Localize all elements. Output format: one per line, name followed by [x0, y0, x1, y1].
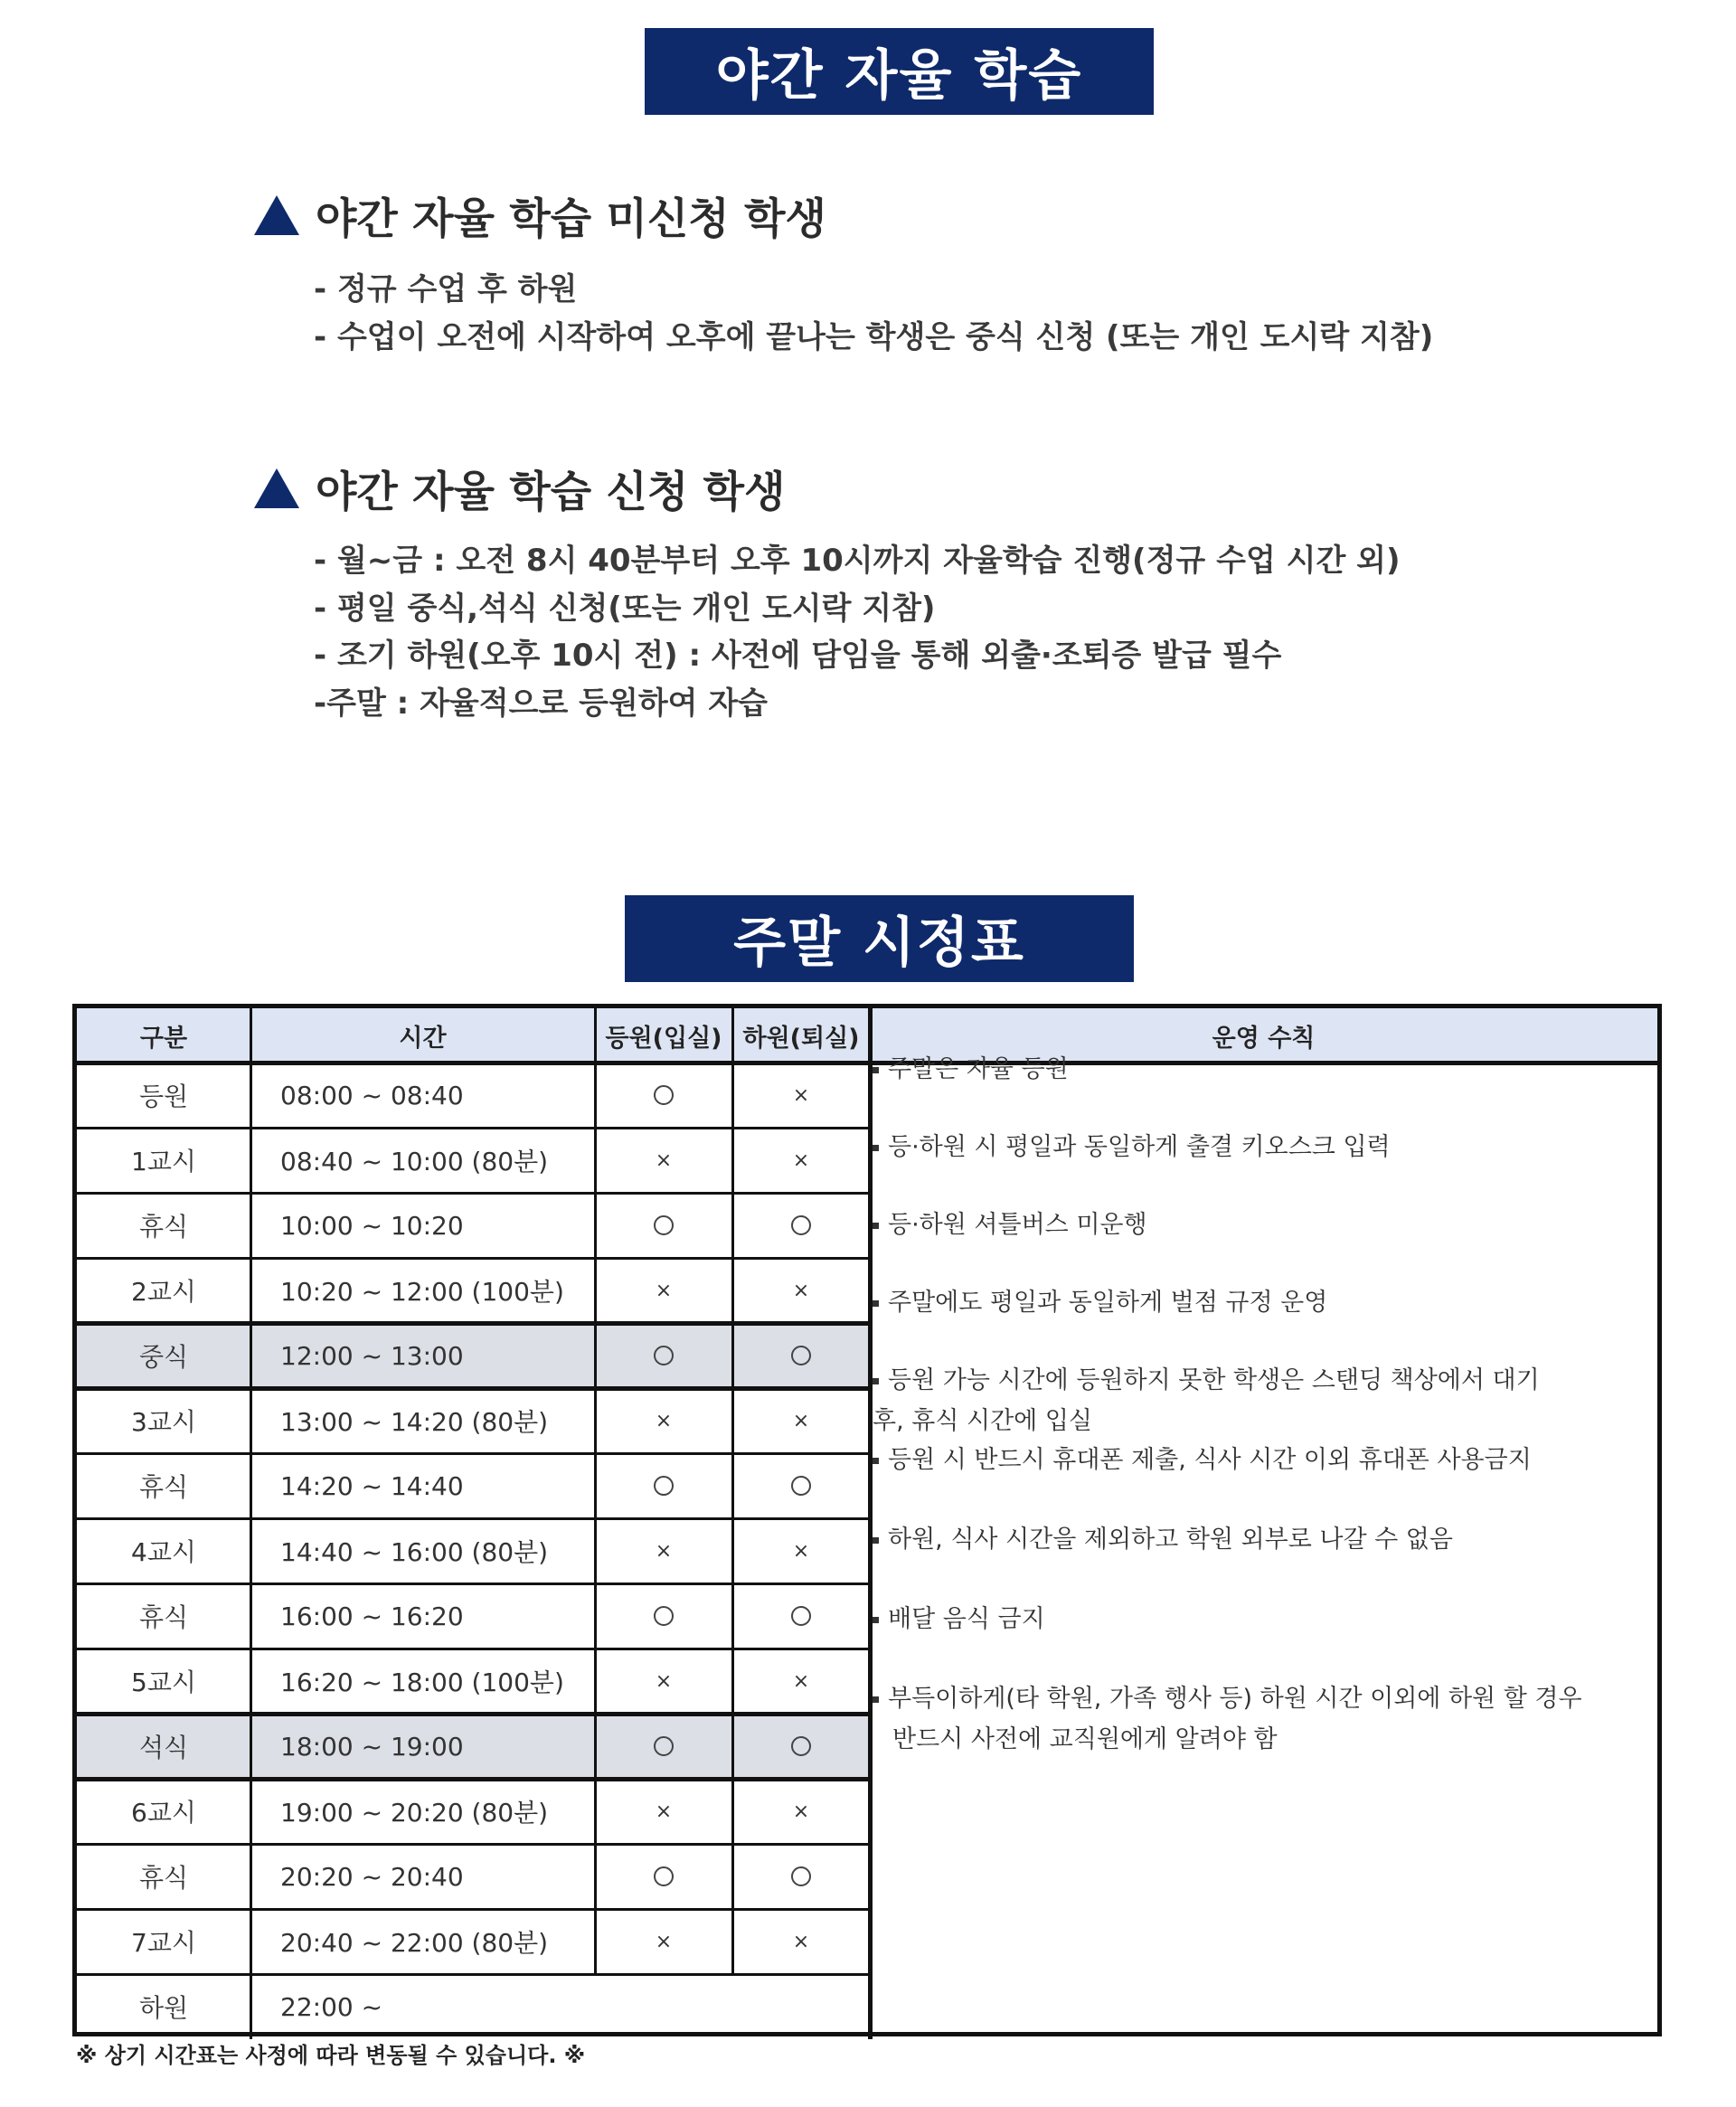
grid-line — [77, 1777, 870, 1781]
rule-item — [873, 1719, 1278, 1760]
rule-item — [873, 1599, 1045, 1639]
entry-mark — [595, 1649, 732, 1714]
rule-item — [873, 1678, 1582, 1719]
row-time: 22:00 ~ — [280, 1991, 383, 2022]
entry-mark — [595, 1583, 732, 1649]
exit-mark — [732, 1518, 870, 1583]
exit-mark — [732, 1583, 870, 1649]
circle-icon — [791, 1346, 811, 1365]
cross-icon: × — [792, 1930, 810, 1953]
rule-text: 부득이하게(타 학원, 가족 행사 등) 하원 시간 이외에 하원 할 경우 — [888, 1685, 1582, 1713]
row-time: 18:00 ~ 19:00 — [250, 1714, 595, 1779]
entry-mark — [595, 1388, 732, 1453]
row-label: 3교시 — [131, 1407, 196, 1437]
exit-mark — [732, 1779, 870, 1844]
row-label: 1교시 — [131, 1147, 196, 1176]
footnote: ※ 상기 시간표는 사정에 따라 변동될 수 있습니다. ※ — [76, 2043, 586, 2068]
cross-icon: × — [792, 1539, 810, 1563]
list-item: - 월~금 : 오전 8시 40분부터 오후 10시까지 자율학습 진행(정규 수업 시간 외) — [314, 543, 1401, 579]
row-label: 하원 — [138, 1993, 189, 2023]
grid-line — [77, 1973, 870, 1976]
section-not-applied-lines — [314, 266, 1433, 361]
row-time: 08:40 ~ 10:00 (80분) — [280, 1147, 549, 1176]
night-study-banner-text: 야간 자율 학습 — [715, 44, 1083, 108]
entry-mark — [595, 1844, 732, 1909]
square-bullet-icon — [873, 1145, 879, 1151]
row-label: 4교시 — [131, 1537, 196, 1567]
rule-item — [873, 1205, 1147, 1245]
header-rules: 운영 수칙 — [870, 1008, 1657, 1063]
cross-icon: × — [655, 1279, 673, 1302]
weekend-schedule-banner — [625, 895, 1134, 982]
section-applied-title-text: 야간 자율 학습 신청 학생 — [316, 467, 786, 517]
rule-item — [873, 1049, 1069, 1090]
row-label: 2교시 — [131, 1277, 196, 1307]
rule-text: 주말은 자율 등원 — [888, 1055, 1069, 1083]
circle-icon — [791, 1736, 811, 1756]
square-bullet-icon — [873, 1223, 879, 1229]
circle-icon — [791, 1866, 811, 1886]
entry-mark — [595, 1063, 732, 1128]
circle-icon — [654, 1346, 674, 1365]
grid-line — [77, 1648, 870, 1650]
grid-line — [77, 1908, 870, 1911]
rule-text: 주말에도 평일과 동일하게 벌점 규정 운영 — [888, 1289, 1328, 1317]
exit-mark — [732, 1323, 870, 1388]
row-time: 08:00 ~ 08:40 — [280, 1080, 464, 1110]
cross-icon: × — [655, 1409, 673, 1432]
section-applied-title — [254, 459, 785, 517]
cross-icon: × — [655, 1800, 673, 1823]
grid-line — [77, 1061, 1657, 1065]
rule-text: 하원, 식사 시간을 제외하고 학원 외부로 나갈 수 없음 — [888, 1526, 1453, 1554]
square-bullet-icon — [873, 1617, 879, 1623]
entry-mark — [595, 1779, 732, 1844]
exit-mark — [732, 1128, 870, 1193]
row-time: 20:20 ~ 20:40 — [280, 1861, 464, 1892]
header-category: 구분 — [77, 1008, 250, 1063]
rule-item — [873, 1440, 1532, 1480]
cross-icon: × — [792, 1409, 810, 1432]
square-bullet-icon — [873, 1067, 879, 1073]
rule-text: 등·하원 시 평일과 동일하게 출결 키오스크 입력 — [888, 1133, 1391, 1161]
section-not-applied-title — [254, 186, 826, 244]
row-label: 석식 — [77, 1714, 250, 1779]
cross-icon: × — [792, 1669, 810, 1693]
square-bullet-icon — [873, 1696, 879, 1703]
grid-line — [250, 1008, 252, 2039]
entry-mark — [595, 1714, 732, 1779]
grid-line — [77, 1321, 870, 1326]
row-label: 등원 — [138, 1082, 189, 1111]
exit-mark — [732, 1714, 870, 1779]
cross-icon: × — [792, 1800, 810, 1823]
row-label: 휴식 — [138, 1863, 189, 1893]
cross-icon: × — [655, 1148, 673, 1172]
grid-line — [77, 1257, 870, 1260]
exit-mark — [732, 1974, 870, 2039]
rule-item — [873, 1360, 1540, 1401]
exit-mark — [732, 1649, 870, 1714]
row-time: 14:40 ~ 16:00 (80분) — [280, 1537, 549, 1567]
row-time: 20:40 ~ 22:00 (80분) — [280, 1928, 549, 1958]
entry-mark — [595, 1128, 732, 1193]
row-label: 5교시 — [131, 1668, 196, 1697]
list-item: - 정규 수업 후 하원 — [314, 271, 578, 307]
weekend-schedule-banner-text: 주말 시정표 — [733, 912, 1025, 975]
exit-mark — [732, 1453, 870, 1518]
header-entry: 등원(입실) — [595, 1008, 732, 1063]
rule-text: 후, 휴식 시간에 입실 — [873, 1407, 1092, 1435]
entry-mark — [595, 1258, 732, 1323]
entry-mark — [595, 1323, 732, 1388]
exit-mark — [732, 1844, 870, 1909]
row-label: 중식 — [77, 1323, 250, 1388]
circle-icon — [791, 1215, 811, 1235]
list-item: - 조기 하원(오후 10시 전) : 사전에 담임을 통해 외출·조퇴증 발급 필수 — [314, 638, 1282, 674]
row-time: 13:00 ~ 14:20 (80분) — [280, 1407, 549, 1437]
row-time: 12:00 ~ 13:00 — [250, 1323, 595, 1388]
circle-icon — [791, 1606, 811, 1626]
rule-item — [873, 1401, 1092, 1441]
exit-mark — [732, 1258, 870, 1323]
list-item: -주말 : 자율적으로 등원하여 자습 — [314, 685, 769, 722]
exit-mark — [732, 1193, 870, 1258]
circle-icon — [654, 1085, 674, 1105]
row-time: 16:20 ~ 18:00 (100분) — [280, 1668, 564, 1697]
header-exit: 하원(퇴실) — [732, 1008, 870, 1063]
row-label: 휴식 — [138, 1212, 189, 1242]
entry-mark — [595, 1453, 732, 1518]
grid-line — [77, 1843, 870, 1846]
circle-icon — [654, 1866, 674, 1886]
rule-text: 등원 시 반드시 휴대폰 제출, 식사 시간 이외 휴대폰 사용금지 — [888, 1446, 1532, 1474]
circle-icon — [791, 1476, 811, 1496]
grid-line — [77, 1192, 870, 1195]
grid-line — [77, 1452, 870, 1455]
entry-mark — [595, 1518, 732, 1583]
rule-text: 배달 음식 금지 — [888, 1605, 1045, 1633]
row-label: 휴식 — [138, 1602, 189, 1632]
entry-mark — [595, 1909, 732, 1974]
grid-line — [77, 1127, 870, 1129]
row-label: 휴식 — [138, 1472, 189, 1502]
cross-icon: × — [792, 1148, 810, 1172]
section-not-applied-title-text: 야간 자율 학습 미신청 학생 — [316, 194, 826, 244]
section-applied-lines — [314, 537, 1401, 727]
row-time: 10:20 ~ 12:00 (100분) — [280, 1277, 564, 1307]
header-time: 시간 — [250, 1008, 595, 1063]
circle-icon — [654, 1215, 674, 1235]
circle-icon — [654, 1476, 674, 1496]
entry-mark — [595, 1974, 732, 2039]
grid-line — [868, 1008, 873, 2039]
night-study-banner — [645, 28, 1154, 115]
grid-line — [77, 1712, 870, 1716]
row-label: 7교시 — [131, 1928, 196, 1958]
row-time: 16:00 ~ 16:20 — [280, 1601, 464, 1631]
cross-icon: × — [655, 1930, 673, 1953]
rule-text: 등·하원 셔틀버스 미운행 — [888, 1211, 1147, 1239]
circle-icon — [654, 1736, 674, 1756]
rule-text: 등원 가능 시간에 등원하지 못한 학생은 스탠딩 책상에서 대기 — [888, 1366, 1540, 1394]
grid-line — [77, 1517, 870, 1520]
square-bullet-icon — [873, 1537, 879, 1544]
square-bullet-icon — [873, 1458, 879, 1464]
row-time: 14:20 ~ 14:40 — [280, 1470, 464, 1501]
grid-line — [77, 1386, 870, 1391]
list-item: - 수업이 오전에 시작하여 오후에 끝나는 학생은 중식 신청 (또는 개인 도시락 지참) — [314, 318, 1434, 355]
grid-line — [77, 1583, 870, 1585]
rule-item — [873, 1519, 1453, 1560]
exit-mark — [732, 1388, 870, 1453]
rule-item — [873, 1127, 1391, 1167]
grid-line — [594, 1008, 597, 1974]
list-item: - 평일 중식,석식 신청(또는 개인 도시락 지참) — [314, 590, 936, 627]
row-time: 19:00 ~ 20:20 (80분) — [280, 1798, 549, 1828]
row-time: 10:00 ~ 10:20 — [280, 1210, 464, 1241]
row-label: 6교시 — [131, 1798, 196, 1828]
grid-line — [731, 1008, 734, 1974]
rule-item — [873, 1282, 1327, 1323]
entry-mark — [595, 1193, 732, 1258]
exit-mark — [732, 1909, 870, 1974]
cross-icon: × — [792, 1279, 810, 1302]
cross-icon: × — [792, 1083, 810, 1107]
square-bullet-icon — [873, 1300, 879, 1307]
circle-icon — [654, 1606, 674, 1626]
rule-text: 반드시 사전에 교직원에게 알려야 함 — [892, 1725, 1278, 1753]
triangle-icon — [254, 195, 299, 235]
square-bullet-icon — [873, 1378, 879, 1384]
cross-icon: × — [655, 1539, 673, 1563]
exit-mark — [732, 1063, 870, 1128]
triangle-icon — [254, 468, 299, 508]
cross-icon: × — [655, 1669, 673, 1693]
